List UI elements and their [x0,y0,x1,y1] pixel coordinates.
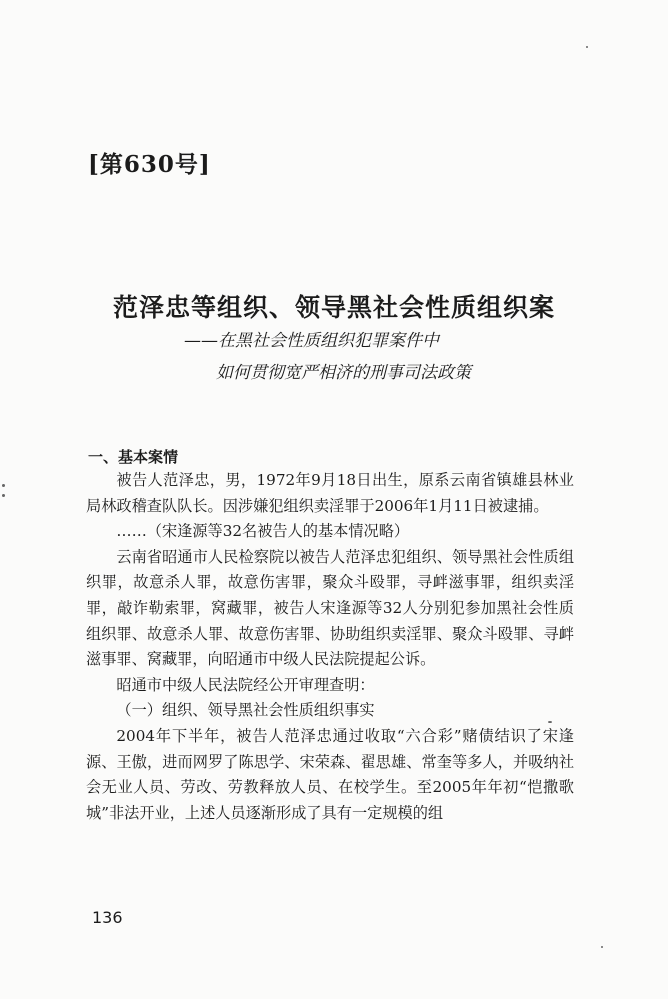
body-text [86,468,574,826]
section-heading: 一、基本案情 [88,448,179,466]
paragraph-court-finding: 昭通市中级人民法院经公开审理查明： [116,675,375,694]
paragraph-subheading: （一）组织、领导黑社会性质组织事实 [116,701,375,720]
case-number: [第630号] [88,151,211,178]
scan-speck [2,484,5,487]
paragraph-defendant-info: 被告人范泽忠，男，1972年9月18日出生，原系云南省镇雄县林业局林政稽查队队长。因涉嫌犯组织卖淫罪于2006年1月11日被逮捕。 [86,471,574,515]
document-title: 范泽忠等组织、领导黑社会性质组织案 [112,293,555,322]
scan-speck [2,494,5,497]
paragraph-facts: 2004年下半年，被告人范泽忠通过收取“六合彩”赌债结识了宋逢源、王傲，进而网罗了陈思学、宋荣森、翟思雄、常奎等多人，并吸纳社会无业人员、劳改、劳教释放人员、在校学生。至2005年年初“恺撒歌城”非法开业，上述人员逐渐形成了具有一定规模的组 [86,726,574,822]
paragraph-prosecution: 云南省昭通市人民检察院以被告人范泽忠犯组织、领导黑社会性质组织罪，故意杀人罪，故意伤害罪，聚众斗殴罪，寻衅滋事罪，组织卖淫罪，敲诈勒索罪，窝藏罪，被告人宋逢源等32人分别犯参加黑社会性质组织罪、故意杀人罪、故意伤害罪、协助组织卖淫罪、聚众斗殴罪、寻衅滋事罪、窝藏罪，向昭通市中级人民法院提起公诉。 [86,547,574,669]
scan-speck [601,946,603,948]
paragraph-omitted-info: ……（宋逢源等32名被告人的基本情况略） [116,522,410,541]
subtitle-line-1: ——在黑社会性质组织犯罪案件中 [184,331,439,351]
scan-speck [586,46,588,48]
scan-speck [548,721,552,723]
page-number: 136 [92,908,123,927]
subtitle-line-2: 如何贯彻宽严相济的刑事司法政策 [216,363,471,383]
